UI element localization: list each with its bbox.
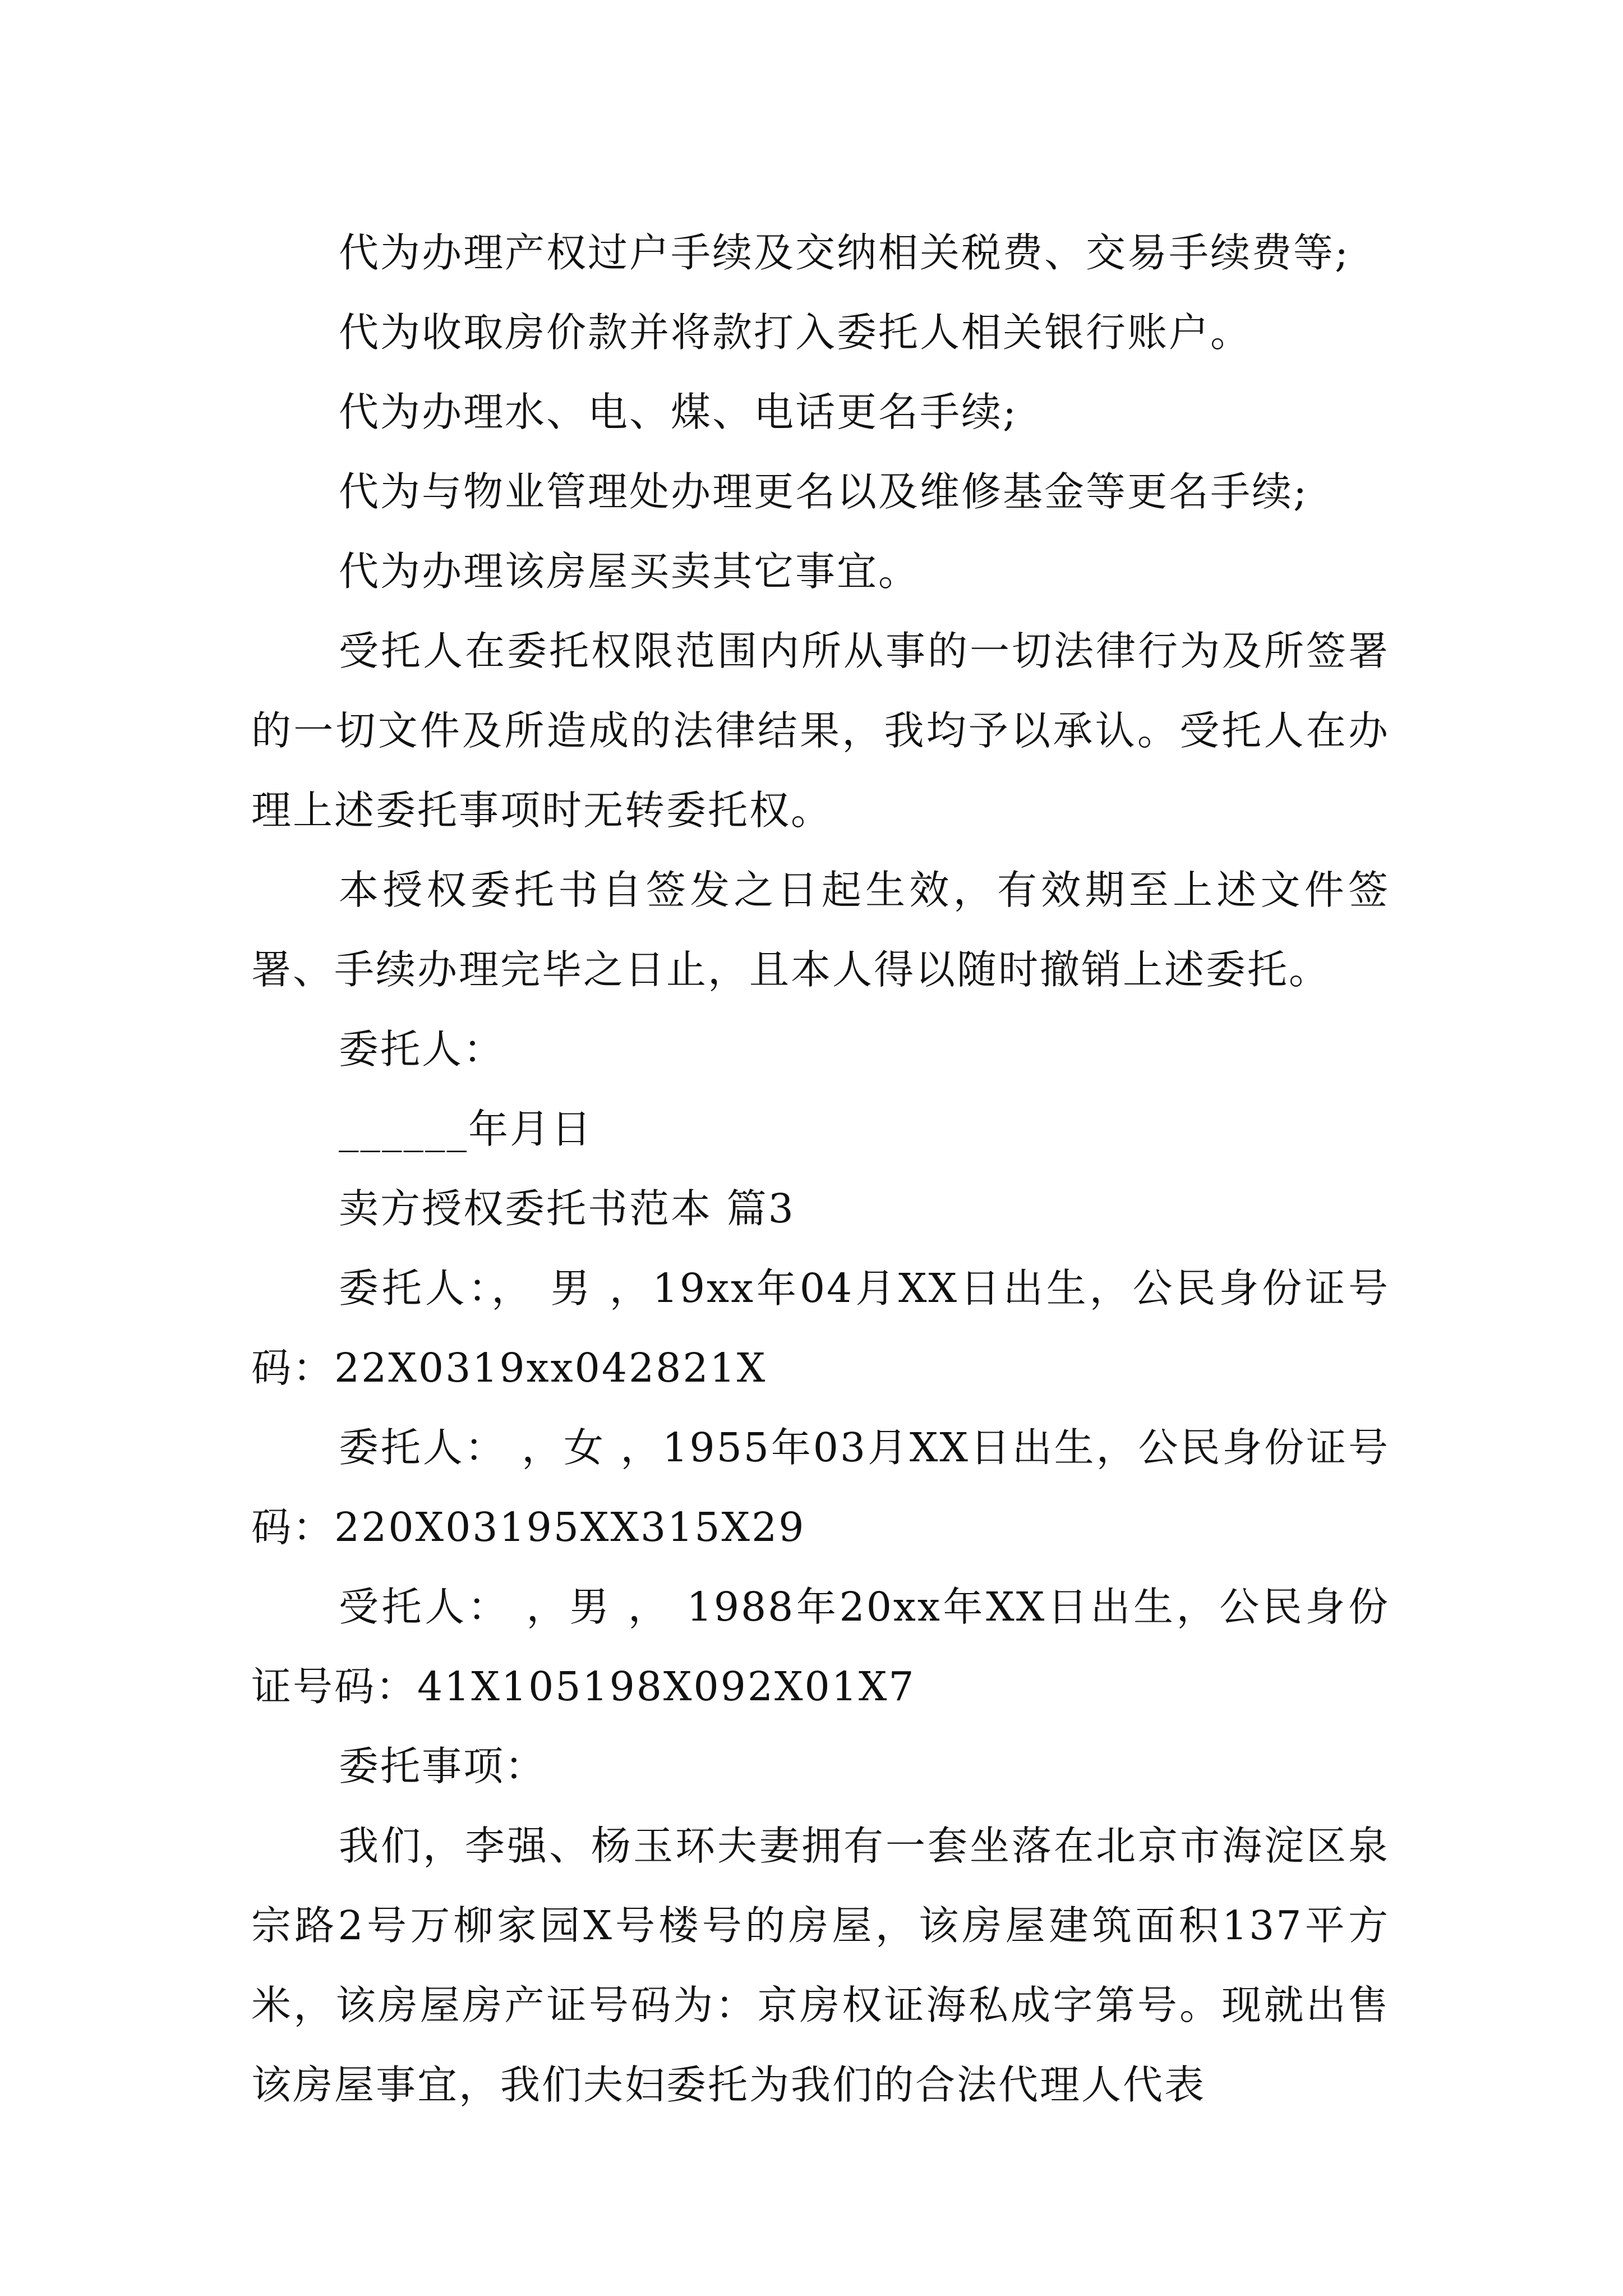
principal-1-info: 委托人：， 男 ，19xx年04月XX日出生，公民身份证号码：22X0319xx042821X bbox=[251, 1265, 1390, 1391]
section-heading: 卖方授权委托书范本 篇3 bbox=[339, 1185, 795, 1232]
paragraph-property-description: 我们，李强、杨玉环夫妻拥有一套坐落在北京市海淀区泉宗路2号万柳家园X号楼号的房屋，该房屋建筑面积137平方米，该房屋房产证号码为：京房权证海私成字第号。现就出售该房屋事宜，我们夫妇委托为我们的合法代理人代表 bbox=[251, 1823, 1390, 2108]
date-line: ______年月日 bbox=[339, 1106, 593, 1152]
entrusted-matters-label: 委托事项： bbox=[339, 1743, 547, 1789]
principal-2-info: 委托人： ，女 ，1955年03月XX日出生，公民身份证号码：220X03195XX315X29 bbox=[251, 1424, 1390, 1550]
paragraph-collect-payment: 代为收取房价款并将款打入委托人相关银行账户。 bbox=[339, 309, 1252, 356]
paragraph-validity: 本授权委托书自签发之日起生效，有效期至上述文件签署、手续办理完毕之日止，且本人得以随时撤销上述委托。 bbox=[251, 867, 1390, 993]
paragraph-authority-scope: 受托人在委托权限范围内所从事的一切法律行为及所签署的一切文件及所造成的法律结果，我均予以承认。受托人在办理上述委托事项时无转委托权。 bbox=[251, 628, 1390, 834]
paragraph-transfer-procedures: 代为办理产权过户手续及交纳相关税费、交易手续费等; bbox=[339, 229, 1350, 276]
paragraph-utilities-rename: 代为办理水、电、煤、电话更名手续; bbox=[339, 389, 1018, 435]
agent-info: 受托人： ，男 ， 1988年20xx年XX日出生，公民身份证号码：41X105198X092X01X7 bbox=[251, 1584, 1390, 1710]
document-body bbox=[251, 213, 1390, 2125]
principal-signature-label: 委托人： bbox=[339, 1026, 505, 1073]
paragraph-property-management: 代为与物业管理处办理更名以及维修基金等更名手续; bbox=[339, 468, 1308, 515]
paragraph-other-matters: 代为办理该房屋买卖其它事宜。 bbox=[339, 548, 920, 595]
